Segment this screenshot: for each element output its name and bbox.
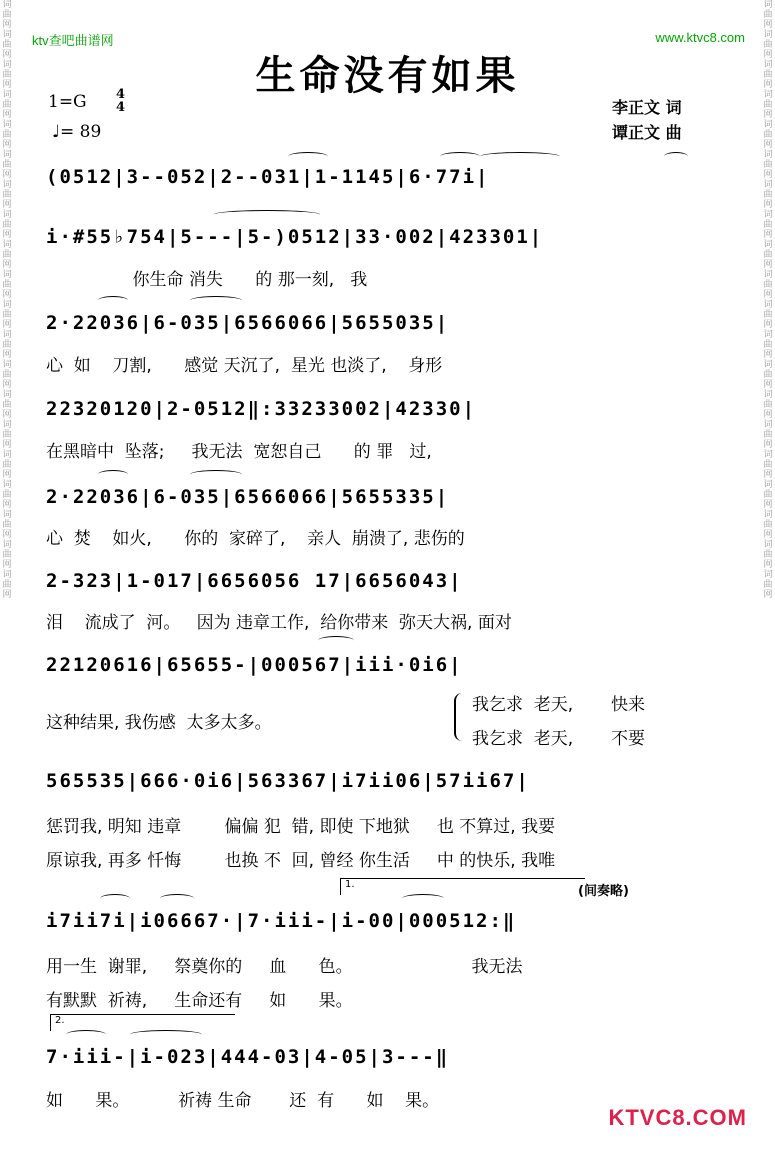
time-sig-bottom: 4 [116,100,126,115]
verse-brace [454,693,464,741]
footer-logo: KTVC8.COM [608,1105,747,1130]
time-signature [116,88,125,114]
slur [190,470,242,479]
slur [402,894,444,903]
lyric-line-7a: 我乞求 老天, 快来 [472,695,646,715]
notation-line-6: 2-323|1-017|6656056 17|6656043| [46,570,463,592]
notation-line-2: i·#55♭754|5---|5-)0512|33·002|423301| [46,226,544,248]
notation-line-9: i7ii7i|i06667·|7·iii-|i-00|000512:‖ [46,910,517,932]
lyric-line-9b: 有默默 祈祷, 生命还有 如 果。 [46,991,353,1011]
slur [318,636,354,645]
lyric-line-8b: 原谅我, 再多 忏悔 也换 不 回, 曾经 你生活 中 的快乐, 我唯 [46,851,556,871]
slur [190,296,242,305]
slur [98,296,128,305]
slur [100,894,130,903]
notation-line-3: 2·22036|6-035|6566066|5655035| [46,312,450,334]
time-sig-top: 4 [116,87,126,102]
slur [214,210,320,219]
slur [130,1030,202,1039]
watermark-right: www.ktvc8.com [655,30,745,45]
notation-line-8: 565535|666·0i6|563367|i7ii06|57ii67| [46,770,530,792]
composer-credit: 谭正文 曲 [612,123,682,142]
lyric-line-3: 在黑暗中 坠落; 我无法 宽恕自己 的 罪 过, [46,442,432,462]
volta-1: 1. [340,878,585,895]
song-title: 生命没有如果 [255,53,520,99]
notation-line-1: (0512|3--052|2--031|1-1145|6·77i| [46,166,490,188]
slur [288,152,328,161]
slur [664,152,688,161]
tempo-marking: ♩= 89 [52,122,102,142]
lyric-line-4: 心 焚 如火, 你的 家碎了, 亲人 崩溃了, 悲伤的 [46,529,465,549]
lyric-line-7b: 我乞求 老天, 不要 [472,729,646,749]
lyric-line-5: 泪 流成了 河。 因为 违章工作, 给你带来 弥天大祸, 面对 [46,613,512,633]
slur [440,152,480,161]
watermark-left: ktv查吧曲谱网 [32,33,114,48]
lyricist-credit: 李正文 词 [612,98,682,117]
notation-line-4: 22320120|2-0512‖:33233002|42330| [46,398,477,420]
slur [160,894,194,903]
notation-line-7: 22120616|65655-|000567|iii·0i6| [46,654,463,676]
slur [66,1030,106,1039]
lyric-line-8a: 惩罚我, 明知 违章 偏偏 犯 错, 即使 下地狱 也 不算过, 我要 [46,817,556,837]
notation-line-10: 7·iii-|i-023|444-03|4-05|3---‖ [46,1046,450,1068]
volta-2: 2. [50,1014,235,1031]
lyric-line-10: 如 果。 祈祷 生命 还 有 如 果。 [46,1091,440,1111]
side-watermark-left: 词曲网词曲网词曲网词曲网词曲网词曲网词曲网词曲网词曲网词曲网词曲网词曲网词曲网词曲网词曲网词曲网词曲网词曲网词曲网词曲网 [2,0,12,600]
notation-line-5: 2·22036|6-035|6566066|5655335| [46,486,450,508]
slur [480,152,560,161]
key-signature: 1=G [48,92,87,112]
slur [98,470,128,479]
lyric-line-6: 这种结果, 我伤感 太多太多。 [46,713,272,733]
side-watermark-right: 词曲网词曲网词曲网词曲网词曲网词曲网词曲网词曲网词曲网词曲网词曲网词曲网词曲网词曲网词曲网词曲网词曲网词曲网词曲网词曲网 [763,0,773,600]
lyric-line-2: 心 如 刀割, 感觉 天沉了, 星光 也淡了, 身形 [46,356,443,376]
lyric-line-9a: 用一生 谢罪, 祭奠你的 血 色。 我无法 [46,957,523,977]
lyric-line-1: 你生命 消失 的 那一刻, 我 [46,270,368,290]
interlude-note: (间奏略) [578,884,629,899]
